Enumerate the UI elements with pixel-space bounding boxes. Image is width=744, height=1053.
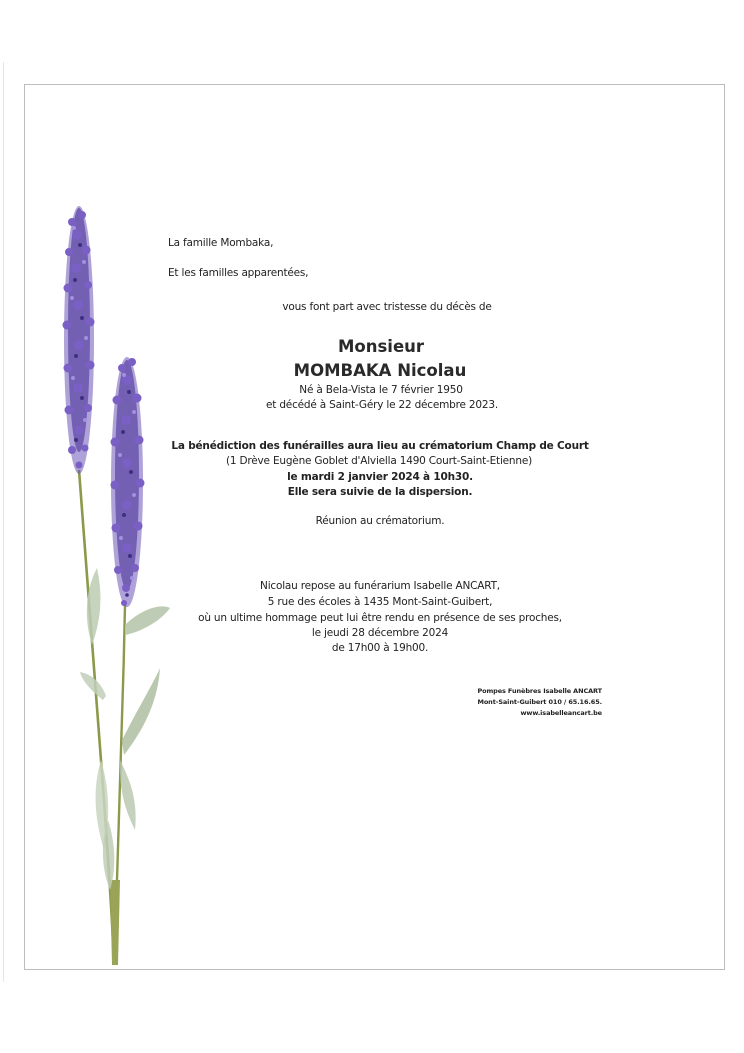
- reunion-info: Réunion au crématorium.: [315, 515, 445, 527]
- funeral-home-contact: Mont-Saint-Guibert 010 / 65.16.65.: [477, 698, 602, 706]
- ceremony-dispersion: Elle sera suivie de la dispersion.: [287, 486, 473, 498]
- visitation-location: Nicolau repose au funérarium Isabelle ANCART,: [260, 580, 500, 592]
- ceremony-date: le mardi 2 janvier 2024 à 10h30.: [287, 471, 473, 483]
- deceased-name: MOMBAKA Nicolau: [293, 361, 467, 380]
- funeral-home-block: [477, 686, 602, 719]
- ceremony-address: (1 Drève Eugène Goblet d'Alviella 1490 Court-Saint-Etienne): [226, 455, 532, 467]
- death-info: et décédé à Saint-Géry le 22 décembre 2023.: [266, 399, 498, 411]
- family-line: La famille Mombaka,: [168, 237, 274, 249]
- visitation-tribute: où un ultime hommage peut lui être rendu en présence de ses proches,: [198, 612, 562, 624]
- visitation-date: le jeudi 28 décembre 2024: [311, 627, 449, 639]
- visitation-address: 5 rue des écoles à 1435 Mont-Saint-Guibert,: [267, 596, 493, 608]
- deceased-title: Monsieur: [337, 337, 425, 356]
- funeral-home-website[interactable]: www.isabelleancart.be: [520, 709, 602, 717]
- announcement-card: [24, 84, 725, 970]
- funeral-home-name: Pompes Funèbres Isabelle ANCART: [477, 687, 602, 695]
- intro-line: vous font part avec tristesse du décès de: [282, 301, 492, 313]
- related-families-line: Et les familles apparentées,: [168, 267, 309, 279]
- ceremony-location: La bénédiction des funérailles aura lieu au crématorium Champ de Court: [171, 440, 589, 452]
- birth-info: Né à Bela-Vista le 7 février 1950: [299, 384, 463, 396]
- visitation-hours: de 17h00 à 19h00.: [331, 642, 429, 654]
- scan-edge-line: [3, 62, 4, 982]
